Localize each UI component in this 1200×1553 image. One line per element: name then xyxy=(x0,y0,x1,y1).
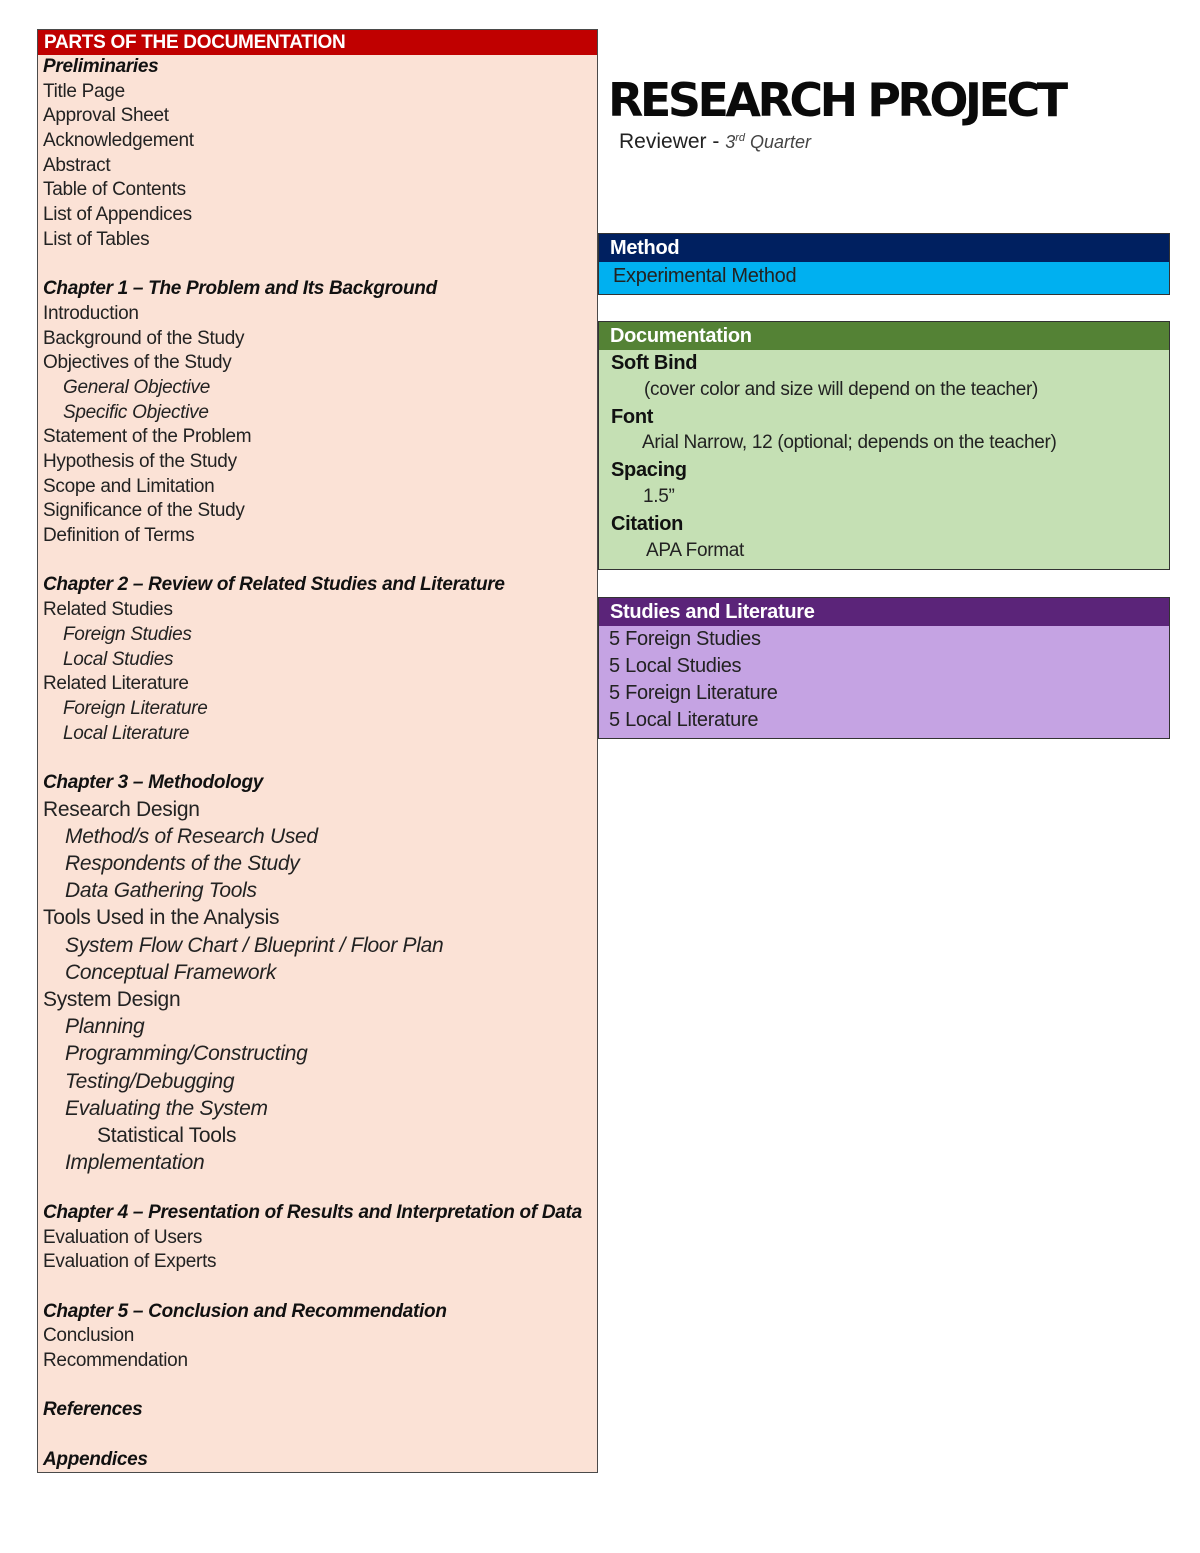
spacing-value: 1.5” xyxy=(643,485,675,507)
list-subitem: Local Studies xyxy=(63,648,174,670)
list-subitem: Evaluating the System xyxy=(65,1096,268,1120)
list-subitem: Planning xyxy=(65,1015,145,1039)
citation-value: APA Format xyxy=(646,539,745,561)
section-heading: Chapter 3 – Methodology xyxy=(43,771,264,793)
list-item: Scope and Limitation xyxy=(43,475,215,497)
spacer xyxy=(43,549,597,574)
method-box xyxy=(598,233,1170,295)
studies-item: 5 Foreign Studies xyxy=(609,628,761,650)
documentation-header: Documentation xyxy=(599,322,1169,350)
list-subitem: System Flow Chart / Blueprint / Floor Plan xyxy=(65,933,444,957)
list-subitem: Conceptual Framework xyxy=(65,960,277,984)
soft-bind-value: (cover color and size will depend on the teacher) xyxy=(644,378,1039,400)
list-item: Evaluation of Users xyxy=(43,1226,203,1248)
quarter-number: 3 xyxy=(725,132,736,152)
list-item: Tools Used in the Analysis xyxy=(43,906,280,930)
list-item: Significance of the Study xyxy=(43,500,245,522)
method-header: Method xyxy=(599,234,1169,262)
list-subitem: Testing/Debugging xyxy=(65,1069,235,1093)
list-item: List of Appendices xyxy=(43,204,192,226)
soft-bind-label: Soft Bind xyxy=(611,352,698,374)
list-subitem: General Objective xyxy=(63,376,210,398)
section-heading: Preliminaries xyxy=(43,56,159,77)
list-item: Acknowledgement xyxy=(43,130,194,152)
section-heading: Appendices xyxy=(43,1448,148,1470)
section-heading: Chapter 2 – Review of Related Studies and Literature xyxy=(43,574,505,596)
list-item: Recommendation xyxy=(43,1350,188,1372)
methodology-block xyxy=(43,796,597,1177)
spacer xyxy=(43,746,597,771)
section-heading: Chapter 5 – Conclusion and Recommendation xyxy=(43,1300,447,1322)
studies-item: 5 Local Literature xyxy=(609,709,759,731)
studies-box xyxy=(598,597,1170,739)
citation-label: Citation xyxy=(611,512,684,535)
list-item: Title Page xyxy=(43,80,125,102)
list-subitem: Foreign Studies xyxy=(63,623,192,645)
studies-header: Studies and Literature xyxy=(599,598,1169,626)
list-item: Background of the Study xyxy=(43,327,245,349)
quarter-suffix: rd xyxy=(735,132,745,144)
quarter-label xyxy=(725,132,811,152)
list-item: Evaluation of Experts xyxy=(43,1251,217,1273)
list-subitem: Implementation xyxy=(65,1151,205,1175)
page-subtitle xyxy=(608,130,1065,154)
list-item: Introduction xyxy=(43,302,139,324)
parts-panel xyxy=(37,29,598,1473)
list-subitem: Local Literature xyxy=(63,722,190,744)
parts-header: PARTS OF THE DOCUMENTATION xyxy=(38,30,597,55)
documentation-box xyxy=(598,321,1170,570)
list-item: Related Studies xyxy=(43,599,173,621)
list-subitem: Method/s of Research Used xyxy=(65,824,318,848)
section-heading: References xyxy=(43,1399,143,1421)
page-title: RESEARCH PROJECT xyxy=(608,73,1065,127)
section-heading: Chapter 4 – Presentation of Results and Interpretation of Data xyxy=(43,1201,582,1223)
list-item: Related Literature xyxy=(43,673,189,695)
parts-body xyxy=(38,55,597,1473)
quarter-word: Quarter xyxy=(745,132,812,152)
list-item: System Design xyxy=(43,987,181,1011)
list-item: List of Tables xyxy=(43,228,150,250)
list-item: Abstract xyxy=(43,154,111,176)
list-subsubitem: Statistical Tools xyxy=(97,1123,237,1147)
method-value: Experimental Method xyxy=(613,265,797,287)
list-item: Statement of the Problem xyxy=(43,426,252,448)
spacer xyxy=(43,253,597,278)
subtitle-dash: - xyxy=(706,130,726,153)
list-subitem: Data Gathering Tools xyxy=(65,879,257,903)
section-heading: Chapter 1 – The Problem and Its Background xyxy=(43,278,437,300)
list-item: Table of Contents xyxy=(43,179,186,201)
spacer xyxy=(43,1423,597,1448)
spacer xyxy=(43,1275,597,1300)
list-item: Objectives of the Study xyxy=(43,352,232,374)
list-subitem: Respondents of the Study xyxy=(65,852,300,875)
list-item: Research Design xyxy=(43,797,200,821)
list-item: Definition of Terms xyxy=(43,525,195,547)
title-block xyxy=(608,72,1065,154)
font-label: Font xyxy=(611,405,654,428)
list-item: Hypothesis of the Study xyxy=(43,451,237,472)
spacer xyxy=(43,1374,597,1399)
list-subitem: Foreign Literature xyxy=(63,697,208,719)
studies-item: 5 Local Studies xyxy=(609,655,742,677)
font-value: Arial Narrow, 12 (optional; depends on the teacher) xyxy=(642,432,1057,454)
list-subitem: Programming/Constructing xyxy=(65,1042,308,1066)
reviewer-label: Reviewer xyxy=(619,130,707,153)
list-subitem: Specific Objective xyxy=(63,401,209,423)
spacing-label: Spacing xyxy=(611,459,687,482)
studies-item: 5 Foreign Literature xyxy=(609,682,778,704)
list-item: Conclusion xyxy=(43,1325,134,1347)
list-item: Approval Sheet xyxy=(43,105,169,127)
spacer xyxy=(43,1176,597,1201)
